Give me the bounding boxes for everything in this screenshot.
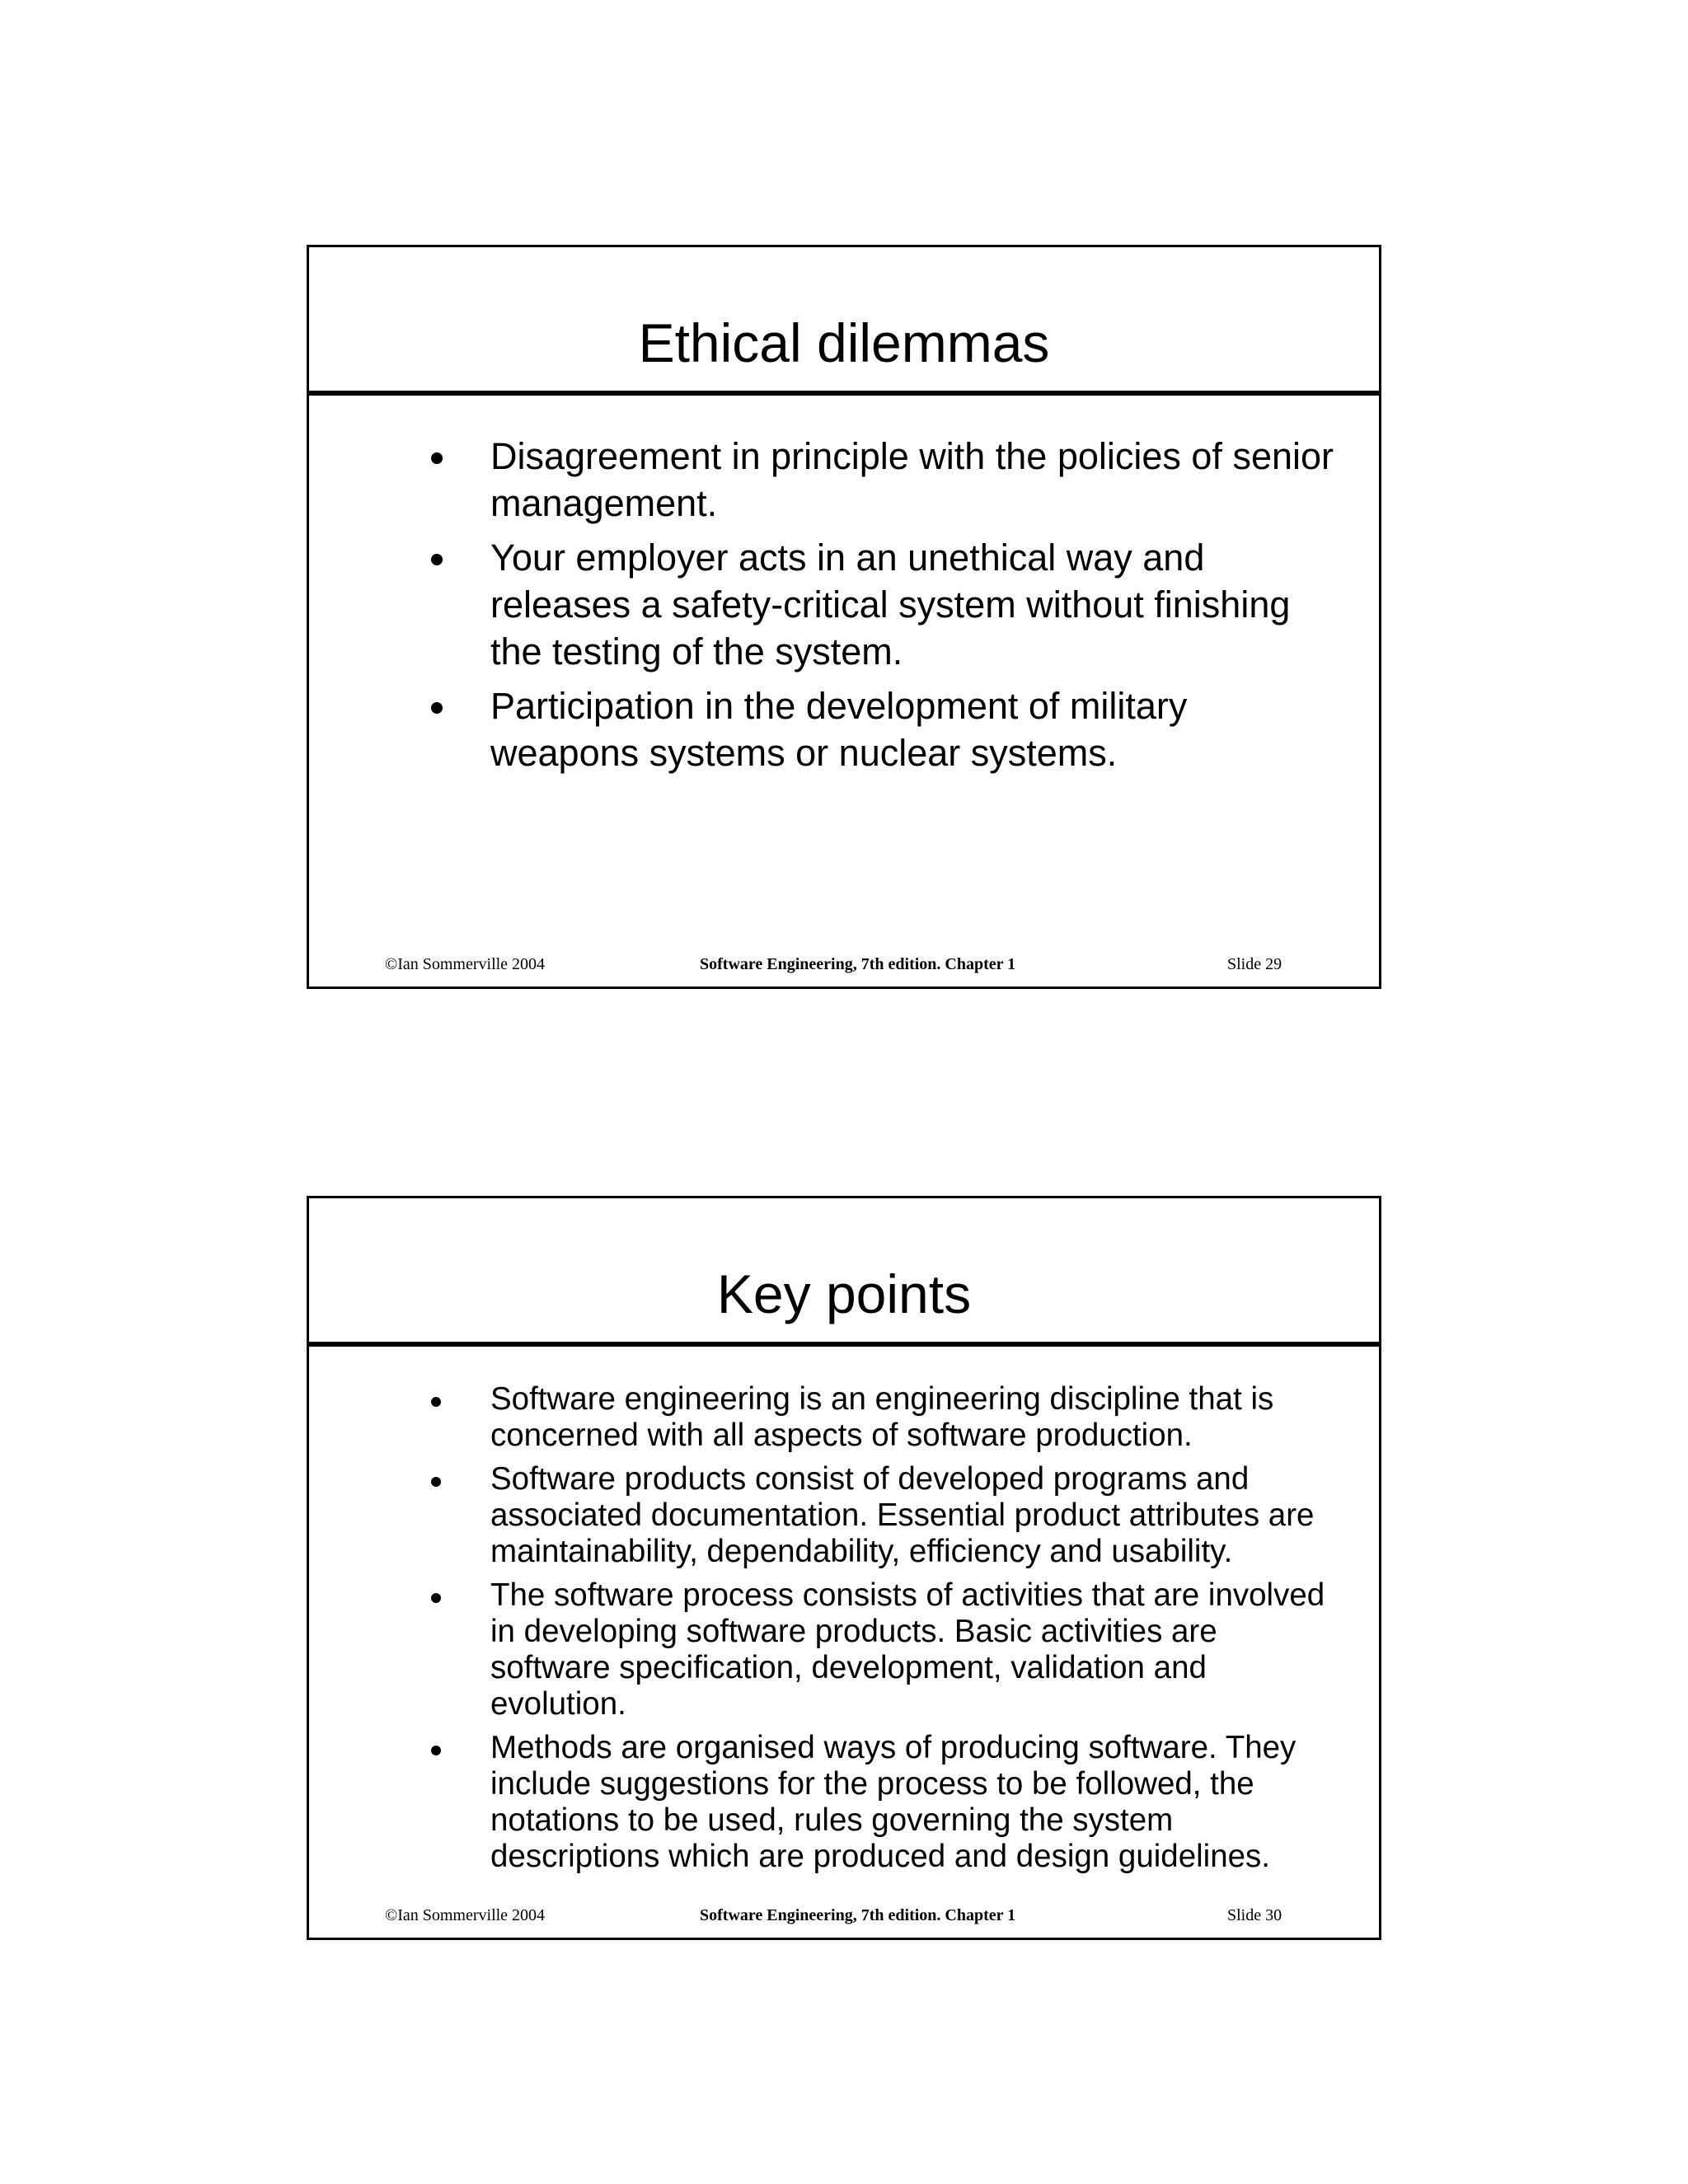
bullet-icon [431,702,443,714]
bullet-text: The software process consists of activities that are involved in developing software products. Basic activities are software specification, development, validation and evolution. [490,1577,1325,1722]
slide-title: Key points [309,1198,1379,1347]
slide-ethical-dilemmas [307,245,1381,989]
bullet-item [431,1461,1334,1570]
bullet-icon [431,554,443,565]
bullet-text: Participation in the development of military weapons systems or nuclear systems. [490,685,1188,774]
bullet-text: Disagreement in principle with the policies of senior management. [490,435,1334,524]
bullet-list [431,1381,1334,1882]
bullet-icon [431,1477,441,1487]
bullet-text: Software engineering is an engineering discipline that is concerned with all aspects of software production. [490,1381,1274,1453]
book-title-text: Software Engineering, 7th edition. Chapter 1 [700,955,1016,973]
slide-number: Slide 30 [1227,1906,1282,1924]
bullet-list [431,433,1334,784]
bullet-icon [431,452,443,464]
slide-footer [309,1900,1379,1938]
bullet-item [431,1381,1334,1454]
copyright-text: ©Ian Sommerville 2004 [385,1906,546,1924]
slide-title: Ethical dilemmas [309,247,1379,396]
bullet-text: Software products consist of developed programs and associated documentation. Essential product attributes are maintainability, dependability, efficiency and usability. [490,1461,1315,1569]
bullet-item [431,1577,1334,1722]
bullet-icon [431,1746,441,1755]
slide-footer [309,949,1379,987]
slide-number: Slide 29 [1227,955,1282,973]
copyright-text: ©Ian Sommerville 2004 [385,955,546,973]
bullet-text: Your employer acts in an unethical way and releases a safety-critical system without finishing the testing of the system. [490,537,1291,673]
bullet-item [431,433,1334,527]
bullet-icon [431,1397,441,1407]
book-title-text: Software Engineering, 7th edition. Chapter 1 [700,1906,1016,1924]
bullet-icon [431,1593,441,1603]
bullet-text: Methods are organised ways of producing software. They include suggestions for the process to be followed, the notations to be used, rules governing the system descriptions which are produced and design guidelines. [490,1730,1296,1874]
bullet-item [431,682,1334,776]
bullet-item [431,534,1334,675]
bullet-item [431,1730,1334,1875]
slide-key-points [307,1196,1381,1940]
